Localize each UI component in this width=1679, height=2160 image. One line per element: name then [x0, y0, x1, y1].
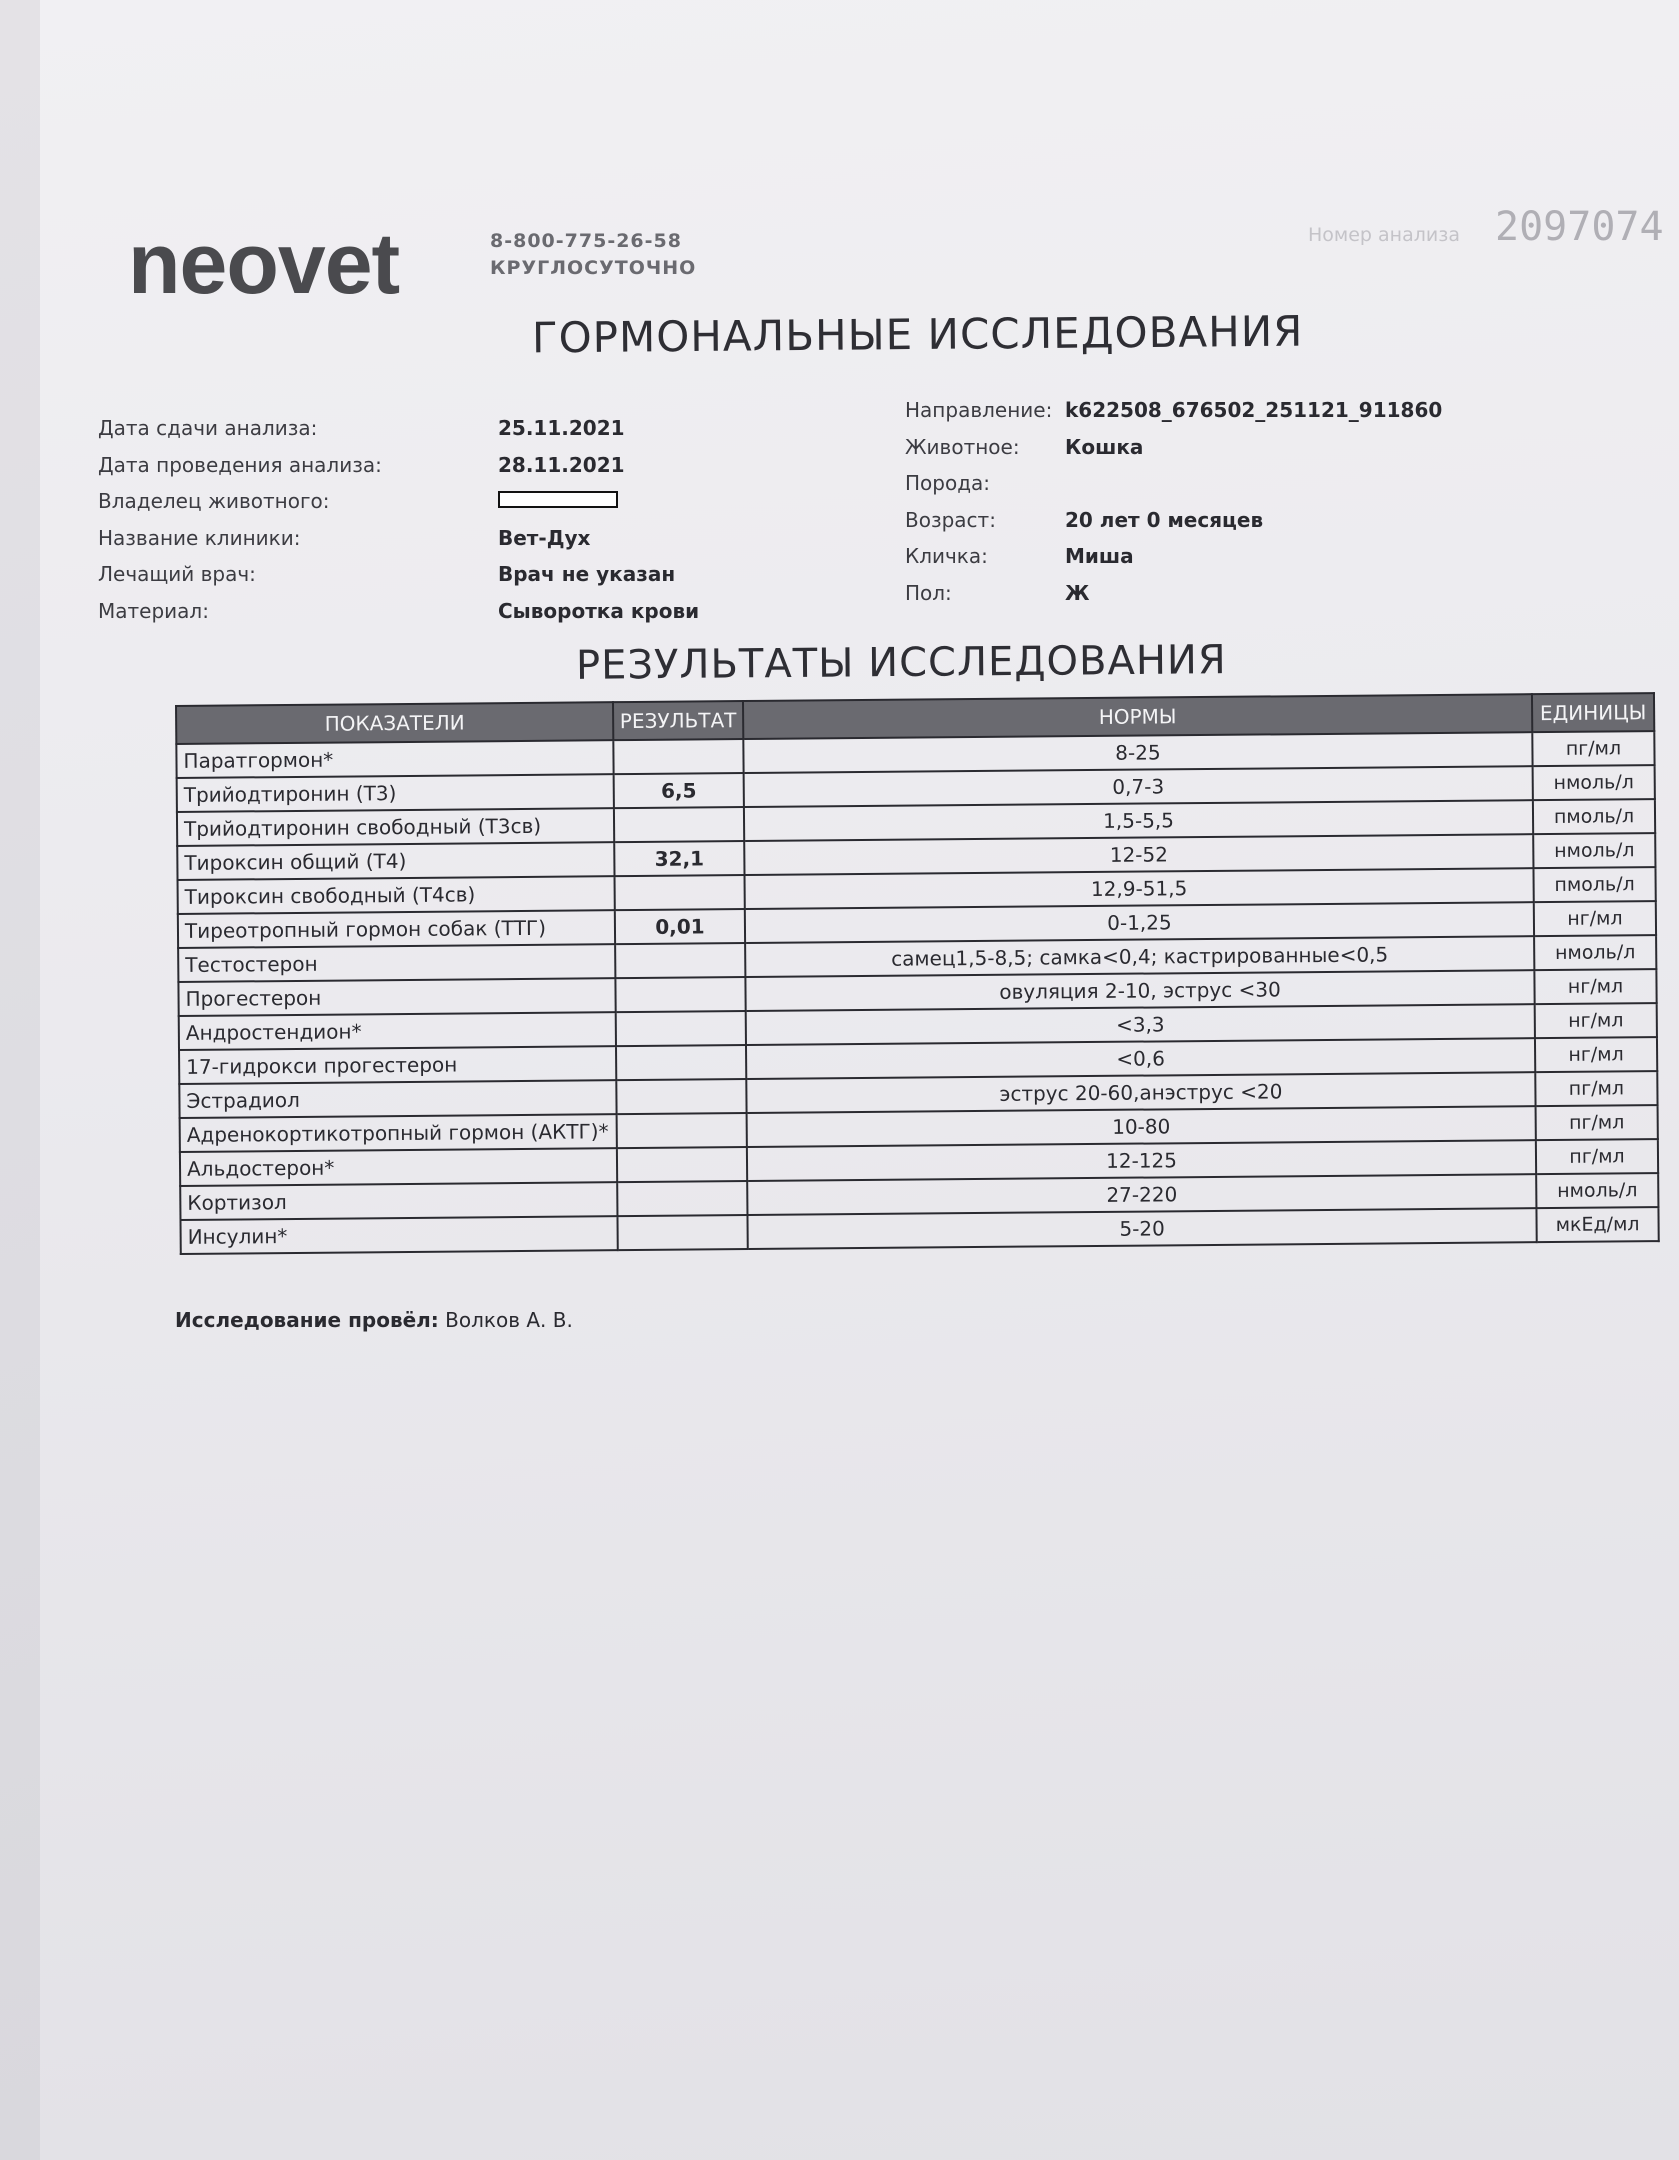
- info-label: Порода:: [905, 471, 991, 496]
- info-label: Возраст:: [905, 507, 996, 532]
- info-row: [905, 392, 1442, 429]
- norm-cell: 12,9-51,5: [745, 868, 1534, 909]
- indicator-cell: Альдостерон*: [180, 1148, 617, 1186]
- info-row: [98, 556, 699, 593]
- info-label: Кличка:: [905, 544, 988, 569]
- page-title: ГОРМОНАЛЬНЫЕ ИССЛЕДОВАНИЯ: [531, 306, 1304, 363]
- norm-cell: 12-125: [747, 1140, 1536, 1181]
- info-label: Материал:: [98, 598, 209, 623]
- result-cell: 0,01: [615, 909, 745, 944]
- info-right-block: [905, 392, 1442, 611]
- info-row: [905, 538, 1442, 575]
- result-cell: [616, 1011, 746, 1046]
- phone-number: 8-800-775-26-58: [490, 230, 682, 252]
- unit-cell: мкЕд/мл: [1536, 1207, 1658, 1242]
- norm-cell: 8-25: [743, 732, 1532, 773]
- unit-cell: нг/мл: [1535, 1037, 1657, 1072]
- info-row: [98, 520, 699, 557]
- norm-cell: <0,6: [746, 1038, 1535, 1079]
- norm-cell: 1,5-5,5: [744, 800, 1533, 841]
- result-cell: [616, 1079, 746, 1114]
- result-cell: 6,5: [614, 773, 744, 808]
- norm-cell: 5-20: [747, 1208, 1536, 1249]
- result-cell: [615, 943, 745, 978]
- unit-cell: пмоль/л: [1533, 867, 1655, 902]
- result-cell: [617, 1113, 747, 1148]
- results-title: РЕЗУЛЬТАТЫ ИССЛЕДОВАНИЯ: [575, 637, 1227, 689]
- info-row: [905, 502, 1442, 539]
- norm-cell: 0,7-3: [744, 766, 1533, 807]
- unit-cell: пг/мл: [1535, 1071, 1657, 1106]
- indicator-cell: Тироксин свободный (Т4св): [178, 876, 615, 914]
- info-label: Животное:: [905, 434, 1020, 459]
- unit-cell: нмоль/л: [1533, 765, 1655, 800]
- indicator-cell: Эстрадиол: [179, 1080, 616, 1118]
- results-table: [175, 692, 1660, 1255]
- report-sheet: [40, 0, 1679, 2160]
- indicator-cell: 17-гидрокси прогестерон: [179, 1046, 616, 1084]
- unit-cell: пг/мл: [1532, 731, 1654, 766]
- indicator-cell: Тироксин общий (Т4): [177, 842, 614, 880]
- norm-cell: 10-80: [747, 1106, 1536, 1147]
- table-body: [176, 731, 1658, 1254]
- info-value: Кошка: [1065, 434, 1144, 459]
- result-cell: [614, 807, 744, 842]
- indicator-cell: Андростендион*: [179, 1012, 616, 1050]
- hours-label: КРУГЛОСУТОЧНО: [490, 257, 697, 279]
- unit-cell: нмоль/л: [1533, 833, 1655, 868]
- redacted-owner: [498, 491, 618, 508]
- norm-cell: 27-220: [747, 1174, 1536, 1215]
- info-label: Дата проведения анализа:: [98, 452, 382, 477]
- unit-cell: нмоль/л: [1536, 1173, 1658, 1208]
- info-row: [98, 410, 699, 447]
- result-cell: [615, 977, 745, 1012]
- result-cell: [613, 739, 743, 774]
- unit-cell: пг/мл: [1536, 1139, 1658, 1174]
- info-row: [905, 575, 1442, 612]
- footer-label: Исследование провёл:: [175, 1308, 439, 1332]
- indicator-cell: Кортизол: [180, 1182, 617, 1220]
- indicator-cell: Тестостерон: [178, 944, 615, 982]
- result-cell: 32,1: [614, 841, 744, 876]
- info-value: k622508_676502_251121_911860: [1065, 398, 1443, 423]
- info-value: 20 лет 0 месяцев: [1065, 507, 1264, 532]
- info-label: Владелец животного:: [98, 489, 330, 514]
- norm-cell: самец1,5-8,5; самка<0,4; кастрированные<0,5: [745, 936, 1534, 977]
- footer-value: Волков А. В.: [445, 1308, 573, 1332]
- info-label: Пол:: [905, 580, 952, 605]
- indicator-cell: Тиреотропный гормон собак (ТТГ): [178, 910, 615, 948]
- indicator-cell: Прогестерон: [178, 978, 615, 1016]
- header-result: РЕЗУЛЬТАТ: [613, 701, 743, 740]
- info-left-block: [98, 410, 699, 629]
- analysis-number: 2097074: [1495, 204, 1664, 250]
- norm-cell: <3,3: [746, 1004, 1535, 1045]
- unit-cell: нг/мл: [1534, 901, 1656, 936]
- norm-cell: 0-1,25: [745, 902, 1534, 943]
- info-value: 28.11.2021: [498, 452, 625, 477]
- indicator-cell: Инсулин*: [180, 1216, 617, 1254]
- indicator-cell: Адренокортикотропный гормон (АКТГ)*: [180, 1114, 617, 1152]
- info-row: [98, 593, 699, 630]
- info-value: Врач не указан: [498, 562, 676, 587]
- header-indicators: ПОКАЗАТЕЛИ: [176, 702, 613, 744]
- unit-cell: нг/мл: [1535, 1003, 1657, 1038]
- indicator-cell: Трийодтиронин (Т3): [177, 774, 614, 812]
- result-cell: [617, 1147, 747, 1182]
- info-value: Сыворотка крови: [498, 598, 700, 623]
- unit-cell: нг/мл: [1534, 969, 1656, 1004]
- info-label: Лечащий врач:: [98, 562, 256, 587]
- result-cell: [616, 1045, 746, 1080]
- analysis-number-label: Номер анализа: [1308, 224, 1460, 246]
- info-value: Вет-Дух: [498, 525, 591, 550]
- indicator-cell: Паратгормон*: [176, 740, 613, 778]
- info-row: [98, 483, 699, 520]
- results-table-wrap: [175, 692, 1660, 1255]
- neovet-logo: neovet: [128, 216, 400, 312]
- info-value: [498, 489, 618, 513]
- result-cell: [617, 1215, 747, 1250]
- unit-cell: пмоль/л: [1533, 799, 1655, 834]
- header-units: ЕДИНИЦЫ: [1532, 693, 1654, 732]
- indicator-cell: Трийодтиронин свободный (Т3св): [177, 808, 614, 846]
- info-row: [905, 465, 1442, 502]
- norm-cell: 12-52: [744, 834, 1533, 875]
- info-label: Название клиники:: [98, 525, 301, 550]
- info-row: [98, 447, 699, 484]
- norm-cell: овуляция 2-10, эструс <30: [745, 970, 1534, 1011]
- unit-cell: пг/мл: [1536, 1105, 1658, 1140]
- info-label: Направление:: [905, 398, 1053, 423]
- info-row: [905, 429, 1442, 466]
- info-value: 25.11.2021: [498, 416, 625, 441]
- norm-cell: эструс 20-60,анэструс <20: [746, 1072, 1535, 1113]
- unit-cell: нмоль/л: [1534, 935, 1656, 970]
- header-norms: НОРМЫ: [743, 694, 1532, 739]
- info-label: Дата сдачи анализа:: [98, 416, 318, 441]
- result-cell: [615, 875, 745, 910]
- info-value: Миша: [1065, 544, 1134, 569]
- contact-block: [490, 228, 696, 282]
- footer: [175, 1308, 573, 1332]
- info-value: Ж: [1065, 580, 1090, 605]
- result-cell: [617, 1181, 747, 1216]
